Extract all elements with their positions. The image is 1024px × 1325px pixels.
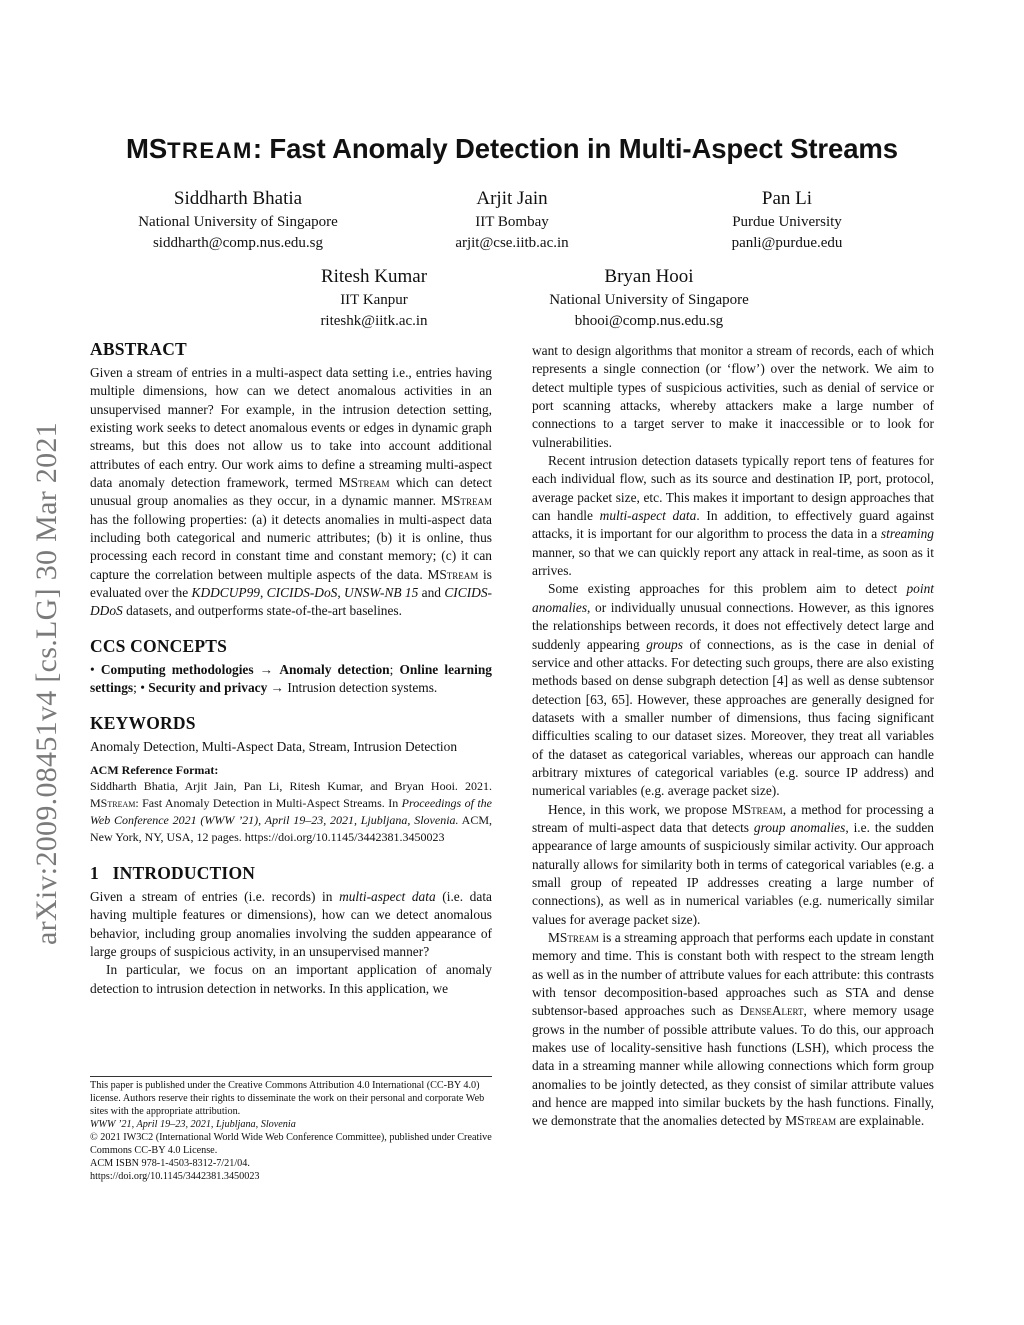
- method-name: MStream: [90, 795, 136, 810]
- text-part: Some existing approaches for this problem aim to detect: [548, 581, 898, 597]
- license-note: This paper is published under the Creative Commons Attribution 4.0 International (CC-BY 4.0) license. Authors reserve their rights to disseminate the work on their personal and corporate Web sites with the appropriate attribution.: [90, 1080, 485, 1117]
- abstract-text: Given a stream of entries in a multi-aspect data setting i.e., entries having multiple dimensions, how can we detect anomalous activities in an unsupervised manner? For example, in the intrusion detection setting, existing work seeks to detect anomalous events or edges in dynamic graph streams, but this does not allow us to take into account additional attributes of each entry. Our work aims to define a streaming multi-aspect data anomaly detection framework, termed MStream which can detect unusual group anomalies as they occur, in a dynamic manner. MStream has the following properties: (a) it detects anomalies in multi-aspect data including both categorical and numeric attributes; (b) it is online, thus processing each record in constant time and constant memory; (c) it can capture the correlation between multiple aspects of the data. MStream is evaluated over the KDDCUP99, CICIDS-DoS, UNSW-NB 15 and CICIDS-DDoS datasets, and outperforms state-of-the-art baselines.: [90, 365, 492, 619]
- left-column: [90, 338, 492, 998]
- method-name: MStream: [338, 475, 390, 491]
- author-email: bhooi@comp.nus.edu.sg: [574, 313, 724, 329]
- text-part: , i.e. the sudden appearance of large amounts of suspiciously similar activity. Our approach naturally allows for similarity both in terms of categorical variables (e.g. a small group of repeated IP addresses creating a large number of connections), as well as in numerical variables (e.g. numerically similar values for average packet size).: [532, 819, 934, 927]
- method-name: MStream: [427, 566, 479, 582]
- reference-part: ACM, New York, NY, USA, 12 pages. https://doi.org/10.1145/3442381.3450023: [90, 812, 492, 844]
- dataset-name: UNSW-NB 15: [344, 585, 419, 601]
- author-affiliation: IIT Kanpur: [340, 292, 408, 308]
- author-name: Pan Li: [761, 188, 813, 209]
- isbn-note: ACM ISBN 978-1-4503-8312-7/21/04.: [90, 1158, 250, 1169]
- footnote: [90, 1076, 492, 1183]
- text-part: . In addition, to effectively guard against attacks, it is important for our algorithm to process the data in a: [532, 508, 934, 542]
- text-part: , a method for processing a stream of multi-aspect data that detects: [532, 801, 934, 835]
- ccs-concept: Anomaly detection: [279, 661, 390, 677]
- author-email: arjit@cse.iitb.ac.in: [455, 235, 569, 251]
- author-email: siddharth@comp.nus.edu.sg: [152, 235, 324, 251]
- intro-paragraph: [90, 888, 492, 961]
- text-part: are explainable.: [839, 1113, 925, 1129]
- method-name: MStream: [548, 930, 599, 945]
- ccs-text: • Computing methodologies → Anomaly detection; Online learning settings; • Security and privacy → Intrusion detection systems.: [90, 661, 492, 696]
- conference-name: WWW ’21, April 19–23, 2021, Ljubljana, Slovenia: [90, 1119, 296, 1130]
- author-email: panli@purdue.edu: [731, 235, 843, 251]
- reference-venue: Proceedings of the Web Conference 2021 (WWW ’21), April 19–23, 2021, Ljubljana, Slovenia.: [90, 795, 493, 827]
- text-emphasis: multi-aspect data: [599, 508, 697, 524]
- author-affiliation: National University of Singapore: [138, 214, 338, 230]
- method-name: MStream: [731, 801, 783, 817]
- copyright-note: © 2021 IW3C2 (International World Wide Web Conference Committee), published under Creative Commons CC-BY 4.0 License.: [90, 1132, 492, 1156]
- abstract-part: Given a stream of entries in a multi-aspect data setting i.e., entries having multiple dimensions, how can we detect anomalous activities in an unsupervised manner? For example, in the intrusion detection setting, existing work seeks to detect anomalous events or edges in dynamic graph streams, but this does not allow us to take into account additional attributes of each entry. Our work aims to define a streaming multi-aspect data anomaly detection framework, termed: [90, 365, 492, 491]
- abstract-part: has the following properties: (a) it detects anomalies in multi-aspect data including both categorical and numeric attributes; (b) it is online, thus processing each record in constant time and constant memory; (c) it can capture the correlation between multiple aspects of the data.: [90, 511, 492, 582]
- author-name: Bryan Hooi: [604, 266, 694, 287]
- author-email: riteshk@iitk.ac.in: [320, 313, 428, 329]
- abstract-part: and: [421, 585, 442, 601]
- method-name: MStream: [441, 493, 492, 509]
- text-part: , where memory usage grows in the number of possible attribute values. To do this, our approach makes use of locality-sensitive hash functions (LSH), which process the data in a streaming manner while allowing connections which form group anomalies to be jointly detected, as they consist of similar attribute values and hence are mapped into similar buckets by the hash functions. Finally, we demonstrate that the anomalies detected by: [532, 1003, 934, 1129]
- abstract-heading: ABSTRACT: [90, 339, 187, 359]
- author-name: Ritesh Kumar: [320, 266, 428, 287]
- dataset-name: CICIDS-DoS: [266, 585, 338, 601]
- author-block: [224, 264, 524, 332]
- title-rest: : Fast Anomaly Detection in Multi-Aspect Streams: [252, 133, 898, 164]
- reference-part: Siddharth Bhatia, Arjit Jain, Pan Li, Ritesh Kumar, and Bryan Hooi. 2021.: [90, 778, 492, 793]
- author-block: [499, 264, 799, 332]
- keywords-heading: KEYWORDS: [90, 712, 196, 733]
- reference-part: : Fast Anomaly Detection in Multi-Aspect Streams. In: [135, 795, 399, 810]
- ccs-heading: CCS CONCEPTS: [90, 635, 228, 656]
- text-part: Given a stream of entries (i.e. records) in: [90, 888, 333, 904]
- author-name: Siddharth Bhatia: [173, 188, 303, 209]
- text-emphasis: groups: [646, 636, 683, 652]
- intro-paragraph: In particular, we focus on an important application of anomaly detection to intrusion detection in networks. In this application, we: [90, 962, 492, 996]
- author-block: [362, 186, 662, 254]
- body-paragraph: [532, 452, 934, 580]
- title-method-ms: MS: [126, 133, 168, 164]
- author-affiliation: IIT Bombay: [475, 214, 549, 230]
- dataset-name: KDDCUP99: [191, 585, 260, 601]
- body-paragraph: [532, 929, 934, 1131]
- keywords-text: Anomaly Detection, Multi-Aspect Data, Stream, Intrusion Detection: [90, 738, 458, 754]
- acm-reference-heading: ACM Reference Format:: [90, 762, 219, 777]
- right-column: [532, 342, 934, 1131]
- text-part: of connections, as is the case in denial of service and other attacks. For detecting such groups, there are also existing methods based on dense subgraph detection [4] as well as dense subtensor detection [63, 65]. However, these approaches are generally designed for datasets with a smaller number of dimensions, thus facing significant difficulties scaling to our dataset sizes. Moreover, they treat all variables of the dataset as categorical variables, whereas our approach can handle arbitrary mixtures of categorical variables (e.g. source IP address) and numerical variables (e.g. average packet size).: [532, 636, 934, 799]
- text-emphasis: point anomalies: [532, 581, 934, 615]
- text-part: is a streaming approach that performs each update in constant memory and time. This is constant both with respect to the stream length as well as in the number of attribute values for each attribute: this contrasts with tensor decomposition-based approaches such as STA and dense subtensor-based approaches such as: [532, 930, 934, 1019]
- method-name: MStream: [785, 1113, 837, 1129]
- introduction-heading: 1 INTRODUCTION: [90, 862, 256, 883]
- body-paragraph: [532, 580, 934, 800]
- dataset-name: CICIDS-DDoS: [90, 585, 492, 619]
- abstract-part: is evaluated over the: [90, 566, 492, 601]
- body-paragraph: want to design algorithms that monitor a stream of records, each of which represents a single connection (or ‘flow’) over the network. We aim to detect multiple types of suspicious activities, such as denial of service or port scanning attacks, whereby attackers make a large number of connections to a target server to make it inaccessible or to look for vulnerabilities.: [532, 343, 934, 450]
- doi-note: https://doi.org/10.1145/3442381.3450023: [90, 1171, 260, 1182]
- conference-note: [90, 1118, 492, 1131]
- text-part: , or individually unusual connections. However, as this ignores the relationships between records, it does not effectively detect large and suddenly appearing: [532, 599, 934, 652]
- text-part: (i.e. data having multiple features or dimensions), how can we detect anomalous behavior, including group anomalies involving the sudden appearance of large groups of suspicious activity, in an unsupervised manner?: [90, 888, 492, 959]
- text-emphasis: group anomalies: [753, 819, 846, 835]
- abstract-part: which can detect unusual group anomalies as they occur, in a dynamic manner.: [90, 475, 492, 509]
- body-paragraph: [532, 801, 934, 929]
- author-name: Arjit Jain: [476, 188, 548, 209]
- arxiv-identifier: arXiv:2009.08451v4 [cs.LG] 30 Mar 2021: [30, 422, 63, 945]
- author-affiliation: Purdue University: [732, 214, 842, 230]
- ccs-concept: Security and privacy: [148, 680, 268, 696]
- method-name: DenseAlert: [739, 1003, 804, 1019]
- author-block: [88, 186, 388, 254]
- author-block: [637, 186, 937, 254]
- abstract-part: datasets, and outperforms state-of-the-art baselines.: [126, 603, 402, 619]
- ccs-concept: Computing methodologies: [100, 661, 254, 677]
- text-part: manner, so that we can quickly report any attack in real-time, as soon as it arrives.: [532, 544, 934, 579]
- text-emphasis: multi-aspect data: [339, 888, 436, 904]
- text-part: Hence, in this work, we propose: [548, 801, 728, 817]
- paper-title: [0, 133, 1024, 165]
- acm-reference-text: [90, 778, 492, 846]
- ccs-concept: Intrusion detection systems.: [287, 680, 438, 696]
- text-part: Recent intrusion detection datasets typically report tens of features for each individual flow, such as its source and destination IP, port, protocol, average packet size, etc. This makes it important to design approaches that can handle: [532, 453, 934, 524]
- ccs-concept: Online learning settings: [90, 661, 492, 696]
- author-affiliation: National University of Singapore: [549, 292, 749, 308]
- title-method-caps: TREAM: [167, 138, 253, 163]
- text-emphasis: streaming: [880, 526, 934, 542]
